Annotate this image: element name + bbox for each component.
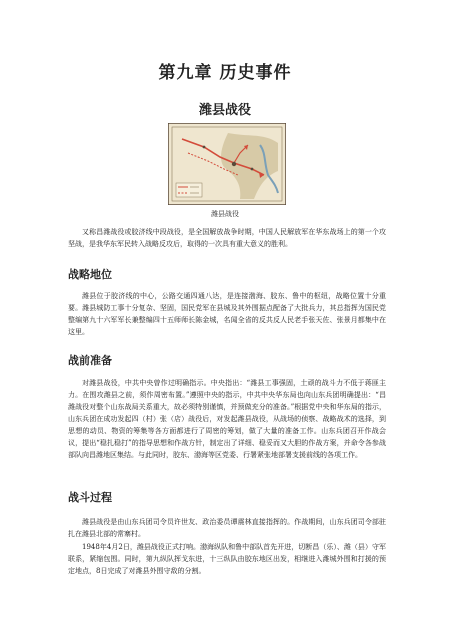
map-town-marker [203,146,206,149]
section-heading-preparation: 战前准备 [68,354,112,367]
map-legend-box [176,183,202,197]
section-heading-strategic-position: 战略地位 [68,268,112,281]
battle-map-svg [168,123,286,205]
paragraph-battle-process-2: 1948年4月2日，潍县战役正式打响。渤海纵队和鲁中部队首先开进，切断昌（乐）、潍（县）守军联系，紧缩包围。同时，第九纵队挥戈东进，十三纵队由胶东地区出发，相继进入潍城外围和打援的预定地点，8日完成了对潍县外围守敌的分割。 [68,543,386,575]
section-title: 潍县战役 [198,103,251,118]
figure-caption: 潍县战役 [211,210,239,218]
map-city-marker [232,162,236,166]
paragraph-strategic-position: 潍县位于胶济线的中心，公路交通四通八达，是连接渤海、胶东、鲁中的枢纽，战略位置十分重要。潍县城防工事十分复杂、坚固，国民党军在县城及其外围据点配备了大批兵力，其总指挥为国民党整编第九十六军军长兼整编四十五师师长陈金城，名闻全省的反共反人民老手张天佐、张景月都集中在这里。 [68,292,386,336]
paragraph-preparation: 对潍县战役，中共中央曾作过明确指示。中央指出：“潍县工事强固，土顽的战斗力不低于蒋匪主力。在围攻潍县之前，须作周密布置。”遵照中央的指示，中共中央华东局也向山东兵团明确提出：“昌潍战役对整个山东战局关系重大，故必须特别谨慎，并预做充分的准备。”根据党中央和华东局的指示，山东兵团在成功发起四（村）张（店）战役后，对发起潍县战役，从战场的侦察、战略战术的选择，到思想的动员、物资的筹集等各方面都进行了周密的筹划，做了大量的准备工作。山东兵团召开作战会议，提出“稳扎稳打”的指导思想和作战方针，制定出了详细、稳妥而又大胆的作战方案，并命令各参战部队向昌潍地区集结。与此同时，胶东、渤海等区党委、行署紧张地部署支援前线的各项工作。 [68,379,386,459]
map-town-marker [251,168,254,171]
battle-map-image [168,123,286,205]
chapter-title: 第九章 历史事件 [158,63,292,83]
paragraph-battle-process-1: 潍县战役是由山东兵团司令员许世友、政治委员谭震林直接指挥的。作战期间，山东兵团司令部驻扎在潍县北部的常寨村。 [68,518,386,538]
intro-paragraph: 又称昌潍战役或胶济线中段战役，是全国解放战争时期，中国人民解放军在华东战场上的第一个攻坚战，是我华东军民转入战略反攻后，取得的一次具有重大意义的胜利。 [68,228,386,248]
section-heading-battle-process: 战斗过程 [68,491,112,504]
